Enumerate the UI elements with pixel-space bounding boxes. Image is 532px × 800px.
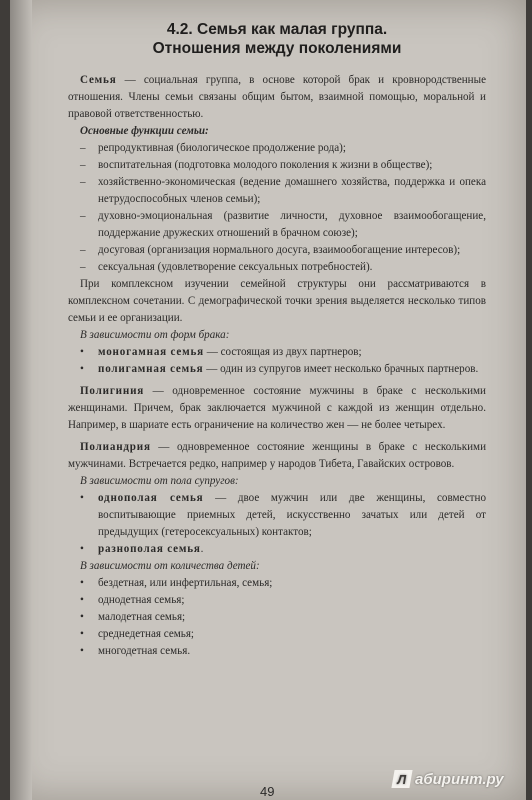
polygyny-text: — одновременное состояние мужчины в браке с несколькими женщинами. Причем, брак заключается мужчиной с каждой из женщин отдельно. Например, в шариате есть ограничение на количество жен — не более четырех. — [68, 385, 486, 431]
by-sex-heading: В зависимости от пола супругов: — [80, 475, 239, 487]
by-children-item: • многодетная семья. — [68, 643, 486, 660]
by-form-heading: В зависимости от форм брака: — [80, 329, 230, 341]
function-item: – репродуктивная (биологическое продолжение рода); — [68, 140, 486, 157]
functions-list — [68, 140, 486, 276]
section-title-line-2: Отношения между поколениями — [152, 40, 402, 57]
page-content — [68, 20, 486, 660]
function-item: – хозяйственно-экономическая (ведение домашнего хозяйства, поддержка и опека нетрудоспособных членов семьи); — [68, 174, 486, 208]
polygyny-term: Полигиния — [80, 385, 145, 397]
function-item: – сексуальная (удовлетворение сексуальных потребностей). — [68, 259, 486, 276]
polyandry-term: Полиандрия — [80, 441, 151, 453]
by-sex-list — [68, 490, 486, 558]
by-sex-item — [68, 490, 486, 541]
family-definition-text: — социальная группа, в основе которой брак и кровнородственные отношения. Члены семьи связаны общим бытом, взаимной помощью, моральной и правовой ответственностью. — [68, 74, 486, 120]
by-form-item — [68, 344, 486, 361]
family-term: Семья — [80, 74, 117, 86]
by-sex-term: разнополая семья — [98, 543, 201, 555]
structure-paragraph: При комплексном изучении семейной структуры они рассматриваются в комплексном сочетании. С демографической точки зрения выделяется несколько типов семьи и ее организации. — [68, 278, 486, 324]
functions-heading: Основные функции семьи: — [80, 125, 209, 137]
function-item: – воспитательная (подготовка молодого поколения к жизни в обществе); — [68, 157, 486, 174]
by-form-term: моногамная семья — [98, 346, 204, 358]
by-sex-text: . — [200, 543, 204, 555]
by-children-heading: В зависимости от количества детей: — [80, 560, 260, 572]
by-children-item: • малодетная семья; — [68, 609, 486, 626]
polyandry-paragraph — [68, 439, 486, 473]
watermark-text: абиринт.ру — [415, 770, 504, 788]
by-sex-term: однополая семья — [98, 492, 204, 504]
by-form-text: — состоящая из двух партнеров; — [203, 346, 362, 358]
by-children-item: • среднедетная семья; — [68, 626, 486, 643]
section-title-line-1: 4.2. Семья как малая группа. — [166, 21, 388, 38]
by-children-item: • бездетная, или инфертильная, семья; — [68, 575, 486, 592]
by-children-item: • однодетная семья; — [68, 592, 486, 609]
polyandry-text: — одновременное состояние женщины в браке с несколькими мужчинами. Встречается редко, например у народов Тибета, Гавайских островов. — [68, 441, 486, 470]
page-gutter-shadow — [10, 0, 32, 800]
by-children-list — [68, 575, 486, 660]
function-item: – духовно-эмоциональная (развитие личности, духовное взаимообогащение, поддержание дружеских отношений в брачном союзе); — [68, 208, 486, 242]
by-form-list — [68, 344, 486, 378]
labirint-logo-icon: Л — [391, 770, 412, 788]
book-page — [10, 0, 526, 800]
family-definition-paragraph — [68, 72, 486, 123]
by-form-item — [68, 361, 486, 378]
section-title — [68, 20, 486, 58]
polygyny-paragraph — [68, 383, 486, 434]
function-item: – досуговая (организация нормального досуга, взаимообогащение интересов); — [68, 242, 486, 259]
labirint-watermark — [393, 770, 504, 788]
by-sex-text: — двое мужчин или две женщины, совместно воспитывающие приемных детей, искусственно зачатых или детей от предыдущих (гетеросексуальных) контактов; — [98, 492, 486, 538]
by-form-text: — один из супругов имеет несколько брачных партнеров. — [203, 363, 479, 375]
by-form-term: полигамная семья — [98, 363, 204, 375]
page-number: 49 — [260, 784, 275, 799]
by-sex-item — [68, 541, 486, 558]
